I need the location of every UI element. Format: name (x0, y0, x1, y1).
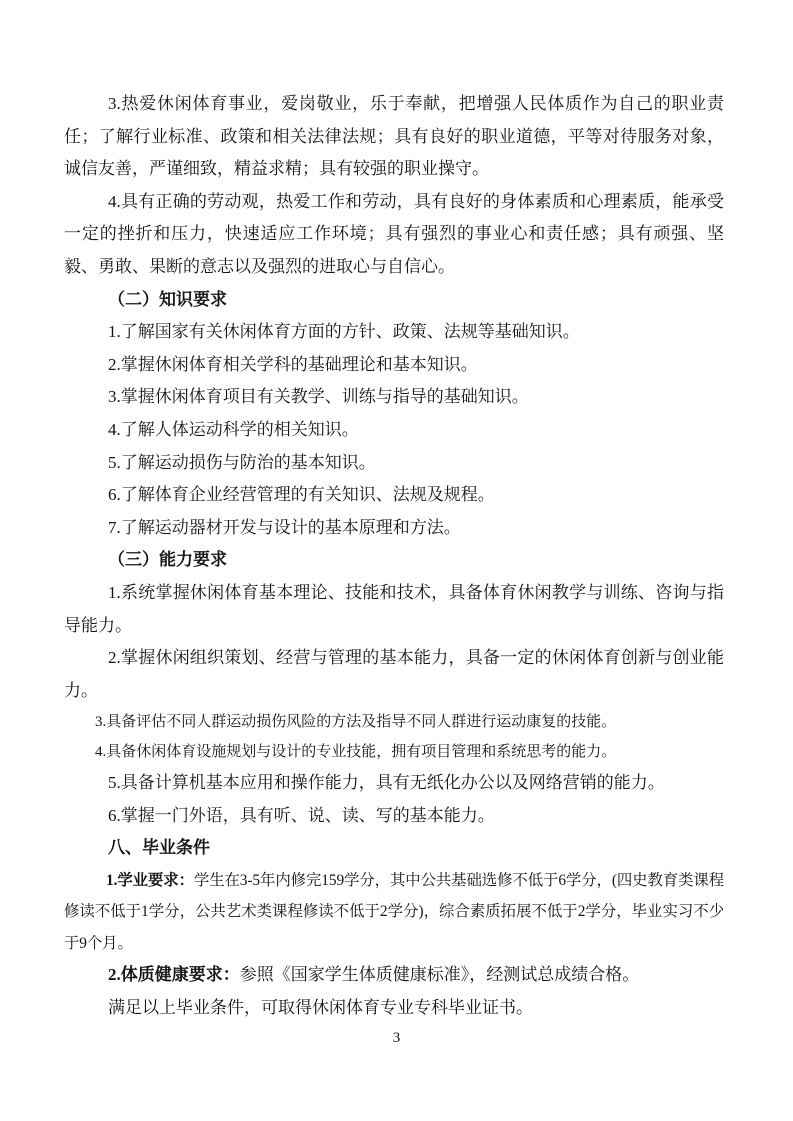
paragraph: 4.了解人体运动科学的相关知识。 (108, 419, 359, 439)
paragraph: 2.掌握休闲组织策划、经营与管理的基本能力，具备一定的休闲体育创新与创业能力。 (64, 648, 724, 700)
paragraph: 1.了解国家有关休闲体育方面的方针、政策、法规等基础知识。 (108, 322, 580, 342)
section-heading: （二）知识要求 (108, 289, 227, 309)
page-number: 3 (392, 1030, 401, 1046)
paragraph: 5.具备计算机基本应用和操作能力，具有无纸化办公以及网络营销的能力。 (108, 773, 665, 793)
paragraph: 4.具有正确的劳动观，热爱工作和劳动，具有良好的身体素质和心理素质，能承受一定的挫折和压力，快速适应工作环境；具有强烈的事业心和责任感；具有顽强、坚毅、勇敢、果断的意志以及强烈的进取心与自信心。 (64, 191, 724, 276)
paragraph: 7.了解运动器材开发与设计的基本原理和方法。 (108, 517, 461, 537)
paragraph (64, 865, 724, 959)
paragraph-text: 学生在3-5年内修完159学分，其中公共基础选修不低于6学分，(四史教育类课程修读不低于1学分，公共艺术类课程修读不低于2学分)，综合素质拓展不低于2学分，毕业实习不少于9个月。 (64, 872, 725, 952)
paragraph: 5.了解运动损伤与防治的基本知识。 (108, 452, 376, 472)
paragraph: 3.具备评估不同人群运动损伤风险的方法及指导不同人群进行运动康复的技能。 (95, 714, 617, 731)
paragraph: 3.热爱休闲体育事业，爱岗敬业，乐于奉献，把增强人民体质作为自己的职业责任；了解行业标准、政策和相关法律法规；具有良好的职业道德，平等对待服务对象，诚信友善，严谨细致，精益求精；具有较强的职业操守。 (64, 94, 724, 179)
document-body (64, 88, 724, 1024)
section-heading: （三）能力要求 (108, 550, 227, 570)
paragraph: 4.具备休闲体育设施规划与设计的专业技能，拥有项目管理和系统思考的能力。 (95, 744, 617, 761)
paragraph-bold-lead: 2.体质健康要求： (108, 965, 240, 985)
paragraph: 6.掌握一门外语，具有听、说、读、写的基本能力。 (108, 805, 495, 825)
paragraph: 1.系统掌握休闲体育基本理论、技能和技术，具备体育休闲教学与训练、咨询与指导能力。 (64, 582, 724, 635)
paragraph: 6.了解体育企业经营管理的有关知识、法规及规程。 (108, 485, 495, 505)
paragraph-bold-lead: 1.学业要求： (106, 872, 194, 890)
paragraph: 满足以上毕业条件，可取得休闲体育专业专科毕业证书。 (108, 997, 533, 1017)
paragraph: 2.掌握休闲体育相关学科的基础理论和基本知识。 (108, 354, 478, 374)
paragraph-text: 参照《国家学生体质健康标准》，经测试总成绩合格。 (239, 965, 640, 985)
paragraph (64, 959, 724, 992)
paragraph: 3.掌握休闲体育项目有关教学、训练与指导的基础知识。 (108, 387, 529, 407)
section-heading: 八、毕业条件 (108, 838, 210, 858)
